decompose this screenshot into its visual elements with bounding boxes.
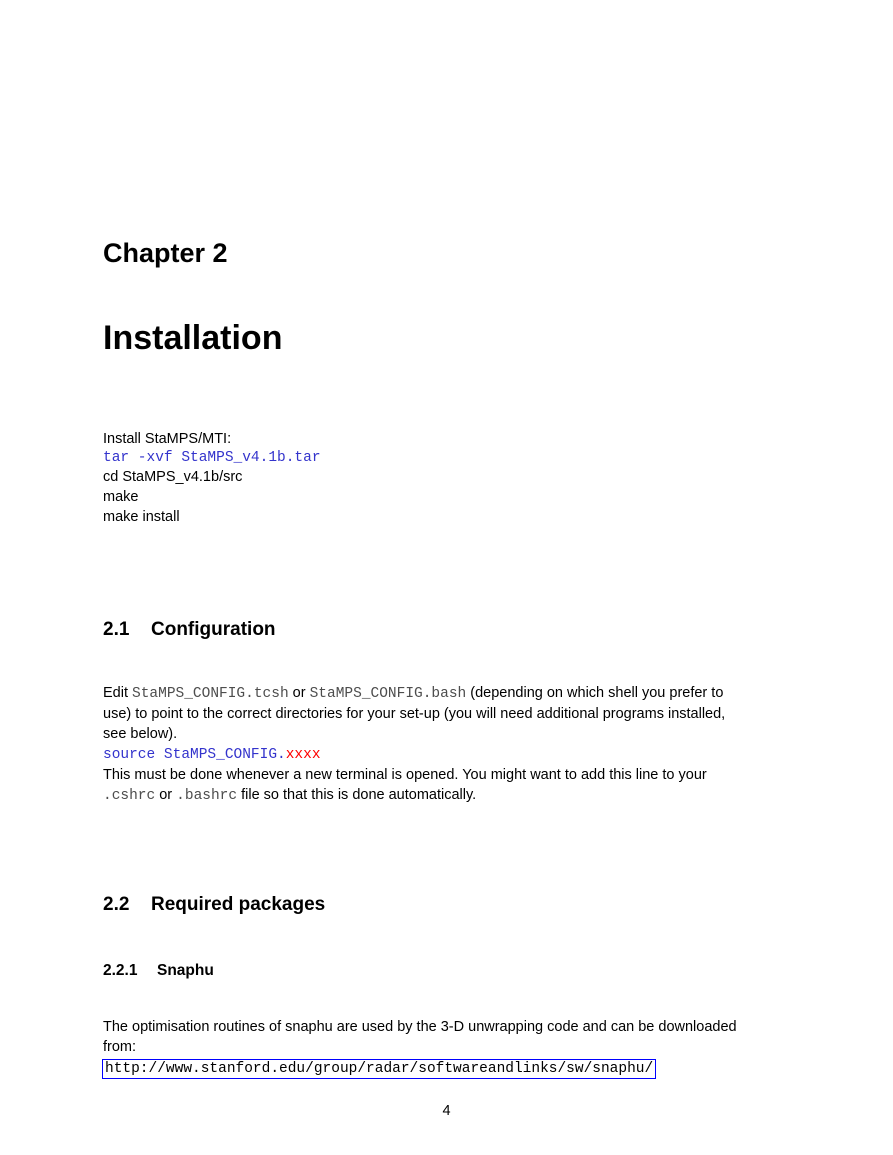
snaphu-p-line1: The optimisation routines of snaphu are used by the 3-D unwrapping code and can be downloaded bbox=[103, 1019, 737, 1035]
file-bashrc: .bashrc bbox=[176, 788, 238, 804]
chapter-label: Chapter 2 bbox=[103, 238, 228, 268]
snaphu-download-link[interactable]: http://www.stanford.edu/group/radar/softwareandlinks/sw/snaphu/ bbox=[102, 1059, 656, 1079]
section-heading-required-packages bbox=[103, 893, 325, 917]
install-cmd-make-install: make install bbox=[103, 509, 180, 525]
section-title: Required packages bbox=[151, 894, 326, 915]
page-number: 4 bbox=[442, 1103, 451, 1119]
install-cmd-tar: tar -xvf StaMPS_v4.1b.tar bbox=[103, 450, 321, 466]
install-cmd-cd: cd StaMPS_v4.1b/src bbox=[103, 469, 243, 485]
config-p1-line2: use) to point to the correct directories for your set-up (you will need additional programs installed, bbox=[103, 706, 726, 722]
subsection-heading-snaphu bbox=[103, 961, 214, 981]
config-file-tcsh: StaMPS_CONFIG.tcsh bbox=[132, 686, 289, 702]
snaphu-paragraph bbox=[103, 1017, 769, 1057]
config-p1-line1: Edit StaMPS_CONFIG.tcsh or StaMPS_CONFIG.bash (depending on which shell you prefer to bbox=[103, 685, 724, 702]
install-cmd-make: make bbox=[103, 489, 139, 505]
config-file-bash: StaMPS_CONFIG.bash bbox=[309, 686, 467, 702]
config-p2-line2: .cshrc or .bashrc file so that this is done automatically. bbox=[103, 787, 477, 804]
config-source-ext: xxxx bbox=[285, 747, 321, 763]
config-paragraph-1 bbox=[103, 683, 769, 806]
section-title: Configuration bbox=[151, 619, 276, 640]
config-source-cmd: source StaMPS_CONFIG.xxxx bbox=[103, 747, 321, 763]
section-number: 2.1 bbox=[103, 619, 130, 640]
config-p1-line3: see below). bbox=[103, 726, 178, 742]
subsection-number: 2.2.1 bbox=[103, 962, 138, 979]
section-heading-configuration bbox=[103, 618, 276, 642]
chapter-title: Installation bbox=[103, 319, 283, 357]
config-p2-line1: This must be done whenever a new terminal is opened. You might want to add this line to your bbox=[103, 767, 707, 783]
subsection-title: Snaphu bbox=[157, 962, 214, 979]
file-cshrc: .cshrc bbox=[103, 788, 156, 804]
snaphu-p-line2: from: bbox=[103, 1039, 137, 1055]
section-number: 2.2 bbox=[103, 894, 130, 915]
install-intro: Install StaMPS/MTI: bbox=[103, 431, 232, 447]
